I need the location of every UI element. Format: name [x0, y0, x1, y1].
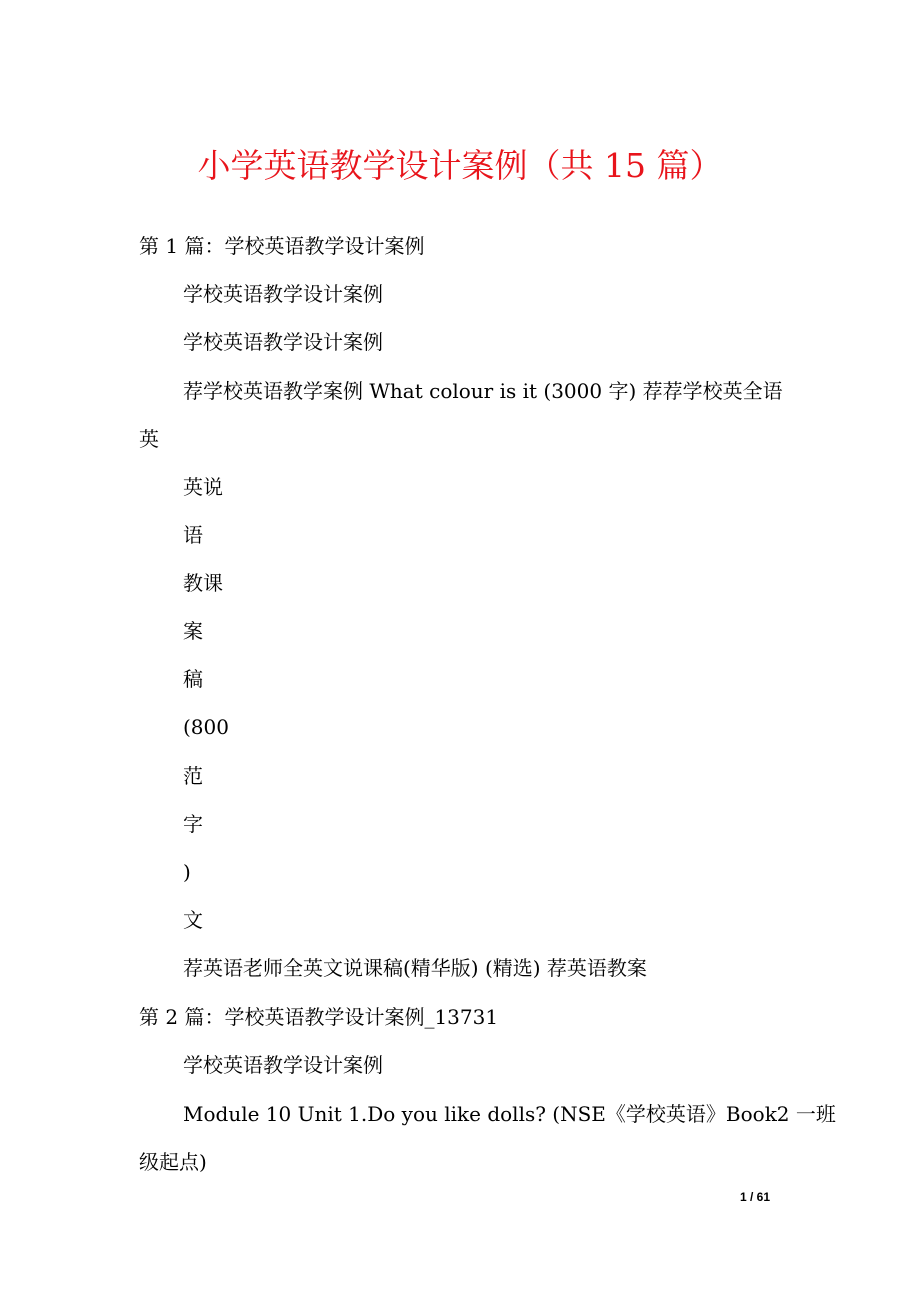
body-line: 稿 — [183, 667, 203, 691]
chapter-heading-2: 第 2 篇：学校英语教学设计案例_13731 — [139, 1005, 499, 1029]
body-line-wrap: 英 — [139, 427, 159, 451]
body-line: 荐学校英语教学案例 What colour is it (3000 字) 荐荐学校英全语 — [183, 379, 783, 403]
body-line: 荐英语老师全英文说课稿(精华版) (精选) 荐英语教案 — [183, 956, 647, 980]
body-line: Module 10 Unit 1.Do you like dolls? (NSE《学校英语》Book2 一班 — [183, 1102, 836, 1126]
body-line: 学校英语教学设计案例 — [183, 282, 383, 306]
body-line-wrap: 级起点) — [139, 1150, 207, 1174]
body-line: ) — [183, 860, 191, 884]
body-line: 教课 — [183, 571, 223, 595]
page-number: 1 / 61 — [740, 1190, 771, 1204]
body-line: 文 — [183, 908, 203, 932]
body-line: (800 — [183, 715, 229, 739]
body-line: 字 — [183, 812, 203, 836]
body-line: 学校英语教学设计案例 — [183, 1053, 383, 1077]
body-line: 英说 — [183, 475, 223, 499]
body-line: 语 — [183, 523, 203, 547]
chapter-heading-1: 第 1 篇：学校英语教学设计案例 — [139, 234, 425, 258]
document-title: 小学英语教学设计案例（共 15 篇） — [197, 146, 723, 185]
body-line: 案 — [183, 619, 203, 643]
body-line: 范 — [183, 764, 203, 788]
body-line: 学校英语教学设计案例 — [183, 330, 383, 354]
